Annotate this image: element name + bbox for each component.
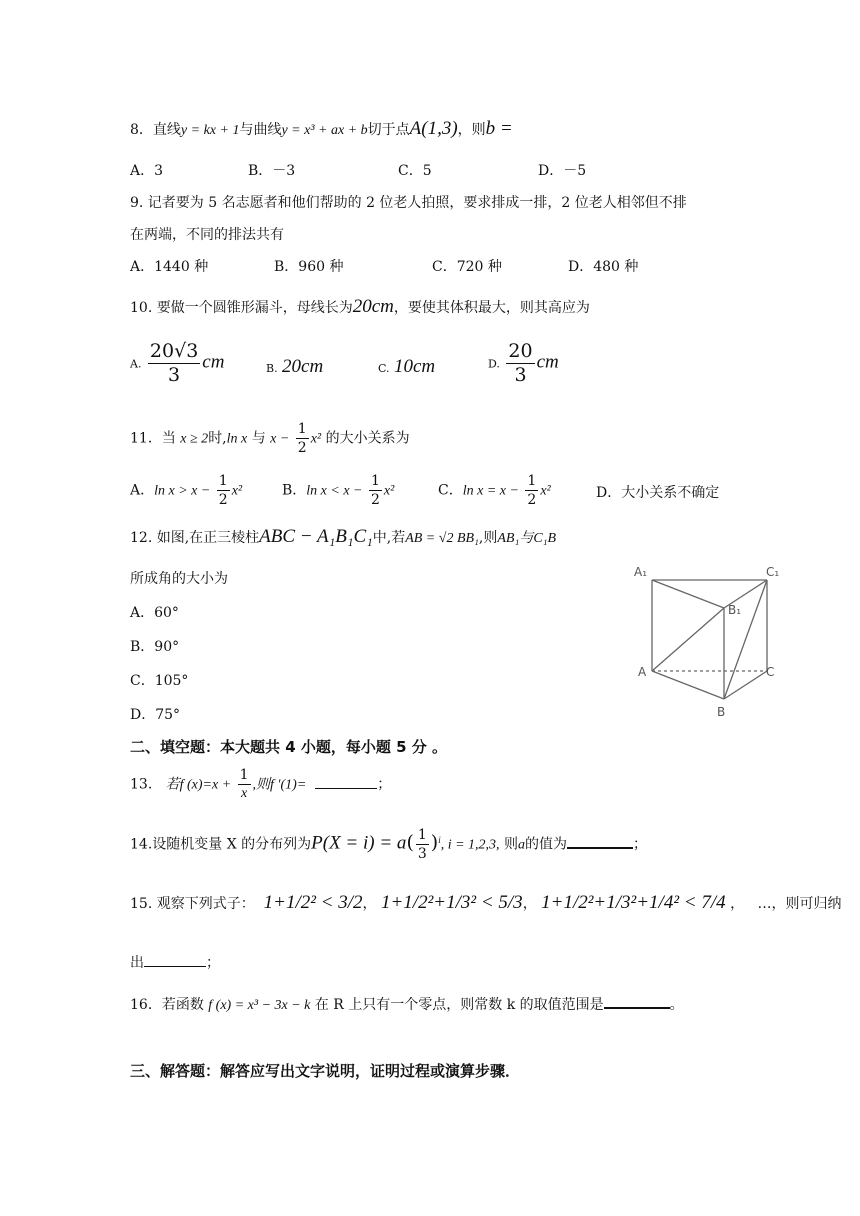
q10-option-d xyxy=(488,342,559,385)
q13-number: 13. xyxy=(130,776,153,793)
q9-option-a: A．1440 种 xyxy=(130,259,209,275)
q11-option-c xyxy=(438,474,551,507)
q8-point: A(1,3) xyxy=(409,118,458,139)
fraction-denominator: 3 xyxy=(417,846,427,862)
edge-b-c xyxy=(724,671,767,699)
q10-option-a-fraction xyxy=(148,342,200,385)
q14-text: 则 xyxy=(504,836,519,853)
label-c1: C₁ xyxy=(766,565,780,579)
fraction-denominator: 2 xyxy=(297,440,307,456)
option-prefix: B． xyxy=(282,482,307,499)
q8-text: 直线 xyxy=(152,122,181,138)
q13-answer-blank[interactable] xyxy=(315,776,377,789)
q15-inequality-3: 1+1/2²+1/3²+1/4² < 7/4 xyxy=(541,892,726,913)
option-prefix: C． xyxy=(438,482,463,499)
q14-text: 14.设随机变量 X 的分布列为 xyxy=(130,836,312,853)
fraction-numerator: 20 xyxy=(508,340,533,362)
q16-function: f (x) = x³ − 3x − k xyxy=(208,998,311,1013)
q12-prism: ABC − A₁B₁C₁ xyxy=(259,526,373,547)
q9-option-d: D．480 种 xyxy=(568,259,639,275)
fraction-denominator: 3 xyxy=(514,364,527,386)
q14-text: 的值为 xyxy=(525,836,568,853)
q9-option-c: C．720 种 xyxy=(432,259,502,275)
q12-option-c: C．105° xyxy=(130,673,189,689)
q12-text: ,则 xyxy=(478,530,498,546)
question-11-stem xyxy=(130,422,410,455)
q12-option-d: D．75° xyxy=(130,707,181,723)
option-relation: ln x = x − xyxy=(462,483,519,499)
label-a1: A₁ xyxy=(634,565,648,579)
q16-text: 在 R 上只有一个零点，则常数 k 的取值范围是 xyxy=(314,997,604,1013)
fraction-numerator: 1 xyxy=(527,473,537,489)
q10-option-c xyxy=(378,356,435,378)
q16-text: 16．若函数 xyxy=(130,997,204,1013)
q8-option-c: C．5 xyxy=(398,163,432,179)
q15-ellipsis: … xyxy=(757,896,772,912)
q11-option-b xyxy=(282,474,394,507)
segment-a-b1 xyxy=(652,608,724,671)
q11-option-d: D．大小关系不确定 xyxy=(596,485,720,501)
question-14: 14.设随机变量 X 的分布列为P(X = i) = a( $\frac{1}{3}$ )$^i$, i = 1,2,3, 则a的值为 ； xyxy=(130,827,648,862)
q10-text: 10. 要做一个圆锥形漏斗，母线长为 xyxy=(130,300,353,316)
section-2-heading: 二、填空题：本大题共 4 小题，每小题 5 分 。 xyxy=(130,738,447,756)
q10-option-c-value: 10cm xyxy=(393,356,436,377)
q10-option-c-label: C. xyxy=(378,362,390,375)
q10-option-a xyxy=(130,342,224,385)
q11-text: 时, xyxy=(208,430,227,447)
q8-text: 与曲线 xyxy=(239,122,282,138)
q10-option-d-label: D. xyxy=(488,357,500,371)
question-16 xyxy=(130,994,684,1014)
q8-ask: b = xyxy=(485,118,513,139)
question-12-stem xyxy=(130,526,556,548)
label-b: B xyxy=(717,705,726,719)
q8-text: 切于点 xyxy=(367,122,410,138)
q15-text: 出 xyxy=(130,955,144,971)
fraction-numerator: 1 xyxy=(370,473,380,489)
label-a: A xyxy=(638,665,647,679)
q8-option-b: B．－3 xyxy=(248,163,296,179)
fraction-denominator: x xyxy=(240,786,248,801)
option-tail: x² xyxy=(231,483,243,499)
q12-text: 中,若 xyxy=(372,530,406,546)
q11-condition: x ≥ 2 xyxy=(180,431,209,447)
q11-expr: x − xyxy=(270,431,290,447)
q13-fraction xyxy=(238,768,251,801)
option-tail: x² xyxy=(383,483,395,499)
q16-answer-blank[interactable] xyxy=(604,995,670,1009)
q11-text: 11．当 xyxy=(130,430,176,447)
option-relation: ln x > x − xyxy=(154,483,211,499)
q10-text: ，要使其体积最大，则其高应为 xyxy=(393,300,590,316)
q14-exponent: i xyxy=(438,834,441,845)
q12-lines: AB₁与C₁B xyxy=(497,531,557,546)
q15-inequality-2: 1+1/2²+1/3² < 5/3 xyxy=(380,892,523,913)
question-15-cont xyxy=(130,952,220,972)
q10-option-b-value: 20cm xyxy=(282,356,324,377)
option-prefix: A． xyxy=(130,482,155,499)
section-3-heading: 三、解答题：解答应写出文字说明，证明过程或演算步骤． xyxy=(130,1062,521,1080)
q11-text: 的大小关系为 xyxy=(325,430,410,447)
q10-option-a-unit: cm xyxy=(202,351,225,373)
q11-lnx: ln x xyxy=(226,431,248,447)
question-9-stem: 9. 记者要为 5 名志愿者和他们帮助的 2 位老人拍照，要求排成一排，2 位老人相邻但不排 xyxy=(130,195,687,211)
edge-a1-b1 xyxy=(652,580,724,608)
q14-answer-blank[interactable] xyxy=(567,835,633,849)
half-fraction xyxy=(525,474,538,507)
question-12-stem-cont: 所成角的大小为 xyxy=(130,571,228,587)
fraction-numerator: 1 xyxy=(218,473,228,489)
segment-b-c1 xyxy=(724,580,767,699)
q15-inequality-1: 1+1/2² < 3/2 xyxy=(263,892,363,913)
q10-length: 20cm xyxy=(352,296,394,317)
option-relation: ln x < x − xyxy=(306,483,363,499)
q16-end: 。 xyxy=(669,997,684,1013)
half-fraction xyxy=(217,474,230,507)
q13-expr: ,则f ′(1)= xyxy=(252,777,307,793)
q12-option-a: A．60° xyxy=(130,605,179,621)
q13-expr: 若f (x)=x + xyxy=(165,777,232,793)
fraction-denominator: 2 xyxy=(370,492,380,508)
question-13 xyxy=(130,768,391,801)
fraction-denominator: 3 xyxy=(168,364,181,386)
label-c: C xyxy=(766,665,775,679)
question-9-stem-cont: 在两端，不同的排法共有 xyxy=(130,227,284,243)
option-tail: x² xyxy=(540,483,551,499)
q14-var: a xyxy=(518,837,526,853)
q11-option-a xyxy=(130,474,242,507)
q14-end: ； xyxy=(633,836,648,853)
q8-option-d: D．－5 xyxy=(538,163,587,179)
q12-text: 12. 如图,在正三棱柱 xyxy=(130,530,260,546)
q11-expr: x² xyxy=(310,431,322,447)
fraction-numerator: 1 xyxy=(239,767,249,783)
q8-line-equation: y = kx + 1 xyxy=(180,123,240,138)
q10-option-b xyxy=(266,356,323,378)
q8-option-a: A．3 xyxy=(130,163,164,179)
q15-text: 15. 观察下列式子： xyxy=(130,896,255,912)
q10-option-d-fraction xyxy=(506,342,534,385)
half-fraction xyxy=(369,474,382,507)
edge-a-b xyxy=(652,671,724,699)
q15-end: ； xyxy=(206,955,220,971)
question-8-stem xyxy=(130,118,513,140)
q14-fraction xyxy=(416,828,429,861)
q9-option-b: B．960 种 xyxy=(274,259,344,275)
label-b1: B₁ xyxy=(728,603,742,617)
q10-option-b-label: B. xyxy=(266,362,278,375)
prism-figure xyxy=(632,558,782,723)
q8-curve-equation: y = x³ + ax + b xyxy=(281,123,368,138)
q8-number: 8． xyxy=(130,122,153,138)
q13-end: ； xyxy=(377,776,392,793)
fraction-denominator: 2 xyxy=(527,492,537,508)
q8-text: ，则 xyxy=(457,122,486,138)
q11-text: 与 xyxy=(251,430,266,447)
q12-option-b: B．90° xyxy=(130,639,180,655)
q14-expr: , i = 1,2,3, xyxy=(440,837,500,853)
question-10-stem xyxy=(130,296,590,318)
q10-option-d-unit: cm xyxy=(536,351,559,373)
q15-text: ，则可归纳 xyxy=(771,896,842,912)
q15-answer-blank[interactable] xyxy=(144,954,206,967)
q12-condition: AB = √2 BB₁ xyxy=(405,531,479,546)
fraction-numerator: 1 xyxy=(297,421,307,437)
q10-option-a-label: A. xyxy=(130,357,142,371)
fraction-denominator: 2 xyxy=(218,492,228,508)
question-15: 15. 观察下列式子： 1+1/2² < 3/2， 1+1/2²+1/3² < 5/3， 1+1/2²+1/3²+1/4² < 7/4 ， …，则可归纳 xyxy=(130,892,842,913)
fraction-numerator: 20√3 xyxy=(149,340,199,362)
q14-expr: P(X = i) = a xyxy=(311,832,407,854)
q11-half-fraction xyxy=(296,422,309,455)
fraction-numerator: 1 xyxy=(417,827,427,843)
